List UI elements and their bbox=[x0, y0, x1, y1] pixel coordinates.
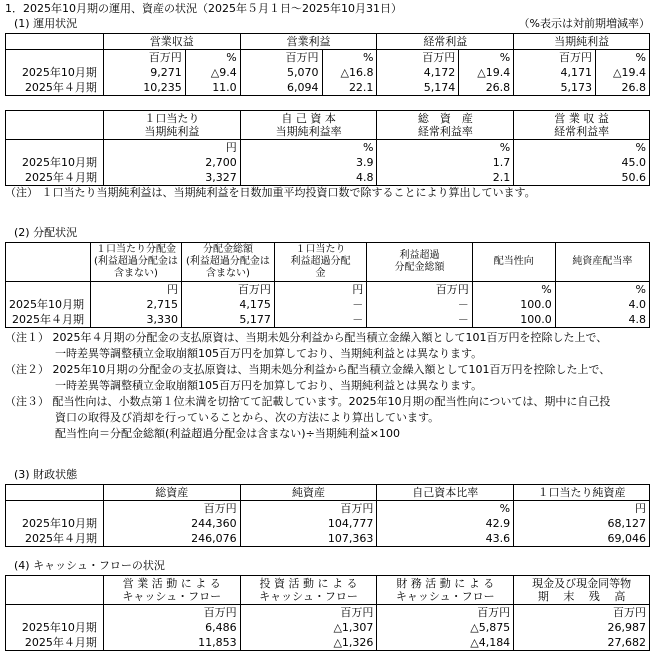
value-cell: 5,173 bbox=[514, 80, 596, 96]
corner-cell bbox=[6, 576, 104, 605]
value-cell: △1,326 bbox=[240, 635, 377, 651]
spacer bbox=[5, 442, 650, 468]
column-header: 配当性向 bbox=[472, 243, 555, 282]
value-cell: 3.9 bbox=[240, 155, 377, 170]
note-item bbox=[5, 394, 650, 442]
spacer bbox=[5, 200, 650, 226]
financial-heading: (3) 財政状態 bbox=[14, 468, 78, 481]
value-cell: △1,307 bbox=[240, 620, 377, 635]
unit-cell: % bbox=[377, 140, 514, 156]
value-cell: 4,171 bbox=[514, 65, 596, 80]
value-cell: 6,094 bbox=[240, 80, 322, 96]
column-header: １口当たり 利益超過分配 金 bbox=[274, 243, 366, 282]
unit-cell: 百万円 bbox=[240, 50, 322, 66]
note-text: 配当性向＝分配金総額(利益超過分配金は含まない)÷当期純利益×100 bbox=[55, 427, 401, 440]
label-cell bbox=[6, 50, 104, 66]
header-row bbox=[6, 111, 650, 140]
period-label: 2025年４月期 bbox=[6, 312, 91, 328]
note-text: 資口の取得及び消却を行っていることから、次の方法により算出しています。 bbox=[55, 411, 440, 424]
unit-cell: 百万円 bbox=[367, 282, 473, 298]
period-label: 2025年４月期 bbox=[6, 531, 104, 547]
note-text: 一時差異等調整積立金取崩額105百万円を加算しており、当期純利益とは異なります。 bbox=[55, 347, 483, 360]
value-cell: 26.8 bbox=[459, 80, 514, 96]
value-cell: 27,682 bbox=[514, 635, 650, 651]
label-cell bbox=[6, 282, 91, 298]
table-row bbox=[6, 620, 650, 635]
unit-cell: 百万円 bbox=[377, 50, 459, 66]
unit-cell: % bbox=[322, 50, 377, 66]
column-header: 営業利益 bbox=[240, 34, 377, 50]
value-cell: 6,486 bbox=[103, 620, 240, 635]
operations-table-2 bbox=[5, 110, 650, 186]
distribution-heading: (2) 分配状況 bbox=[14, 226, 78, 239]
column-header: １口当たり純資産 bbox=[514, 485, 650, 501]
column-header: 営 業 活 動 に よ る キャッシュ・フロー bbox=[103, 576, 240, 605]
period-label: 2025年４月期 bbox=[6, 635, 104, 651]
note-text: （注２） 2025年10月期の分配金の支払原資は、当期未処分利益から配当積立金繰入額として101百万円を控除した上で、 bbox=[5, 363, 611, 376]
period-label: 2025年10月期 bbox=[6, 516, 104, 531]
unit-cell: 百万円 bbox=[103, 50, 185, 66]
value-cell: 100.0 bbox=[472, 312, 555, 328]
operations-heading: (1) 運用状況 bbox=[14, 17, 78, 30]
value-cell: 5,174 bbox=[377, 80, 459, 96]
value-cell: 2.1 bbox=[377, 170, 514, 186]
period-label: 2025年４月期 bbox=[6, 80, 104, 96]
corner-cell bbox=[6, 243, 91, 282]
distribution-notes bbox=[5, 330, 650, 442]
unit-cell: 百万円 bbox=[181, 282, 274, 298]
label-cell bbox=[6, 140, 104, 156]
value-cell: 3,330 bbox=[91, 312, 182, 328]
unit-row bbox=[6, 282, 650, 298]
value-cell: △4,184 bbox=[377, 635, 514, 651]
value-cell: － bbox=[367, 312, 473, 328]
note-text: （注１） 2025年４月期の分配金の支払原資は、当期未処分利益から配当積立金繰入額として101百万円を控除した上で、 bbox=[5, 331, 608, 344]
header-row bbox=[6, 485, 650, 501]
note-text: 一時差異等調整積立金取崩額105百万円を加算しており、当期純利益とは異なります。 bbox=[55, 379, 483, 392]
column-header: 利益超過 分配金総額 bbox=[367, 243, 473, 282]
label-cell bbox=[6, 605, 104, 621]
column-header: 投 資 活 動 に よ る キャッシュ・フロー bbox=[240, 576, 377, 605]
spacer bbox=[5, 547, 650, 559]
value-cell: △9.4 bbox=[185, 65, 240, 80]
unit-cell: 百万円 bbox=[514, 605, 650, 621]
table-row bbox=[6, 170, 650, 186]
column-header: 経常利益 bbox=[377, 34, 514, 50]
table-row bbox=[6, 155, 650, 170]
value-cell: － bbox=[367, 297, 473, 312]
value-cell: － bbox=[274, 297, 366, 312]
unit-cell: % bbox=[185, 50, 240, 66]
column-header: 自 己 資 本 当期純利益率 bbox=[240, 111, 377, 140]
unit-cell: % bbox=[472, 282, 555, 298]
corner-cell bbox=[6, 111, 104, 140]
column-header: 営 業 収 益 経常利益率 bbox=[514, 111, 650, 140]
unit-cell: % bbox=[514, 140, 650, 156]
table-row bbox=[6, 297, 650, 312]
table-row bbox=[6, 635, 650, 651]
header-row bbox=[6, 243, 650, 282]
cashflow-heading: (4) キャッシュ・フローの状況 bbox=[14, 559, 165, 572]
value-cell: 11,853 bbox=[103, 635, 240, 651]
value-cell: 9,271 bbox=[103, 65, 185, 80]
table-row bbox=[6, 65, 650, 80]
value-cell: 2,715 bbox=[91, 297, 182, 312]
value-cell: 3,327 bbox=[103, 170, 240, 186]
table-row bbox=[6, 531, 650, 547]
operations-table-1 bbox=[5, 33, 650, 96]
unit-cell: 百万円 bbox=[103, 501, 240, 517]
column-header: １口当たり分配金 (利益超過分配金は 含まない) bbox=[91, 243, 182, 282]
value-cell: 4.8 bbox=[240, 170, 377, 186]
corner-cell bbox=[6, 485, 104, 501]
unit-cell: % bbox=[555, 282, 649, 298]
value-cell: 2,700 bbox=[103, 155, 240, 170]
value-cell: 10,235 bbox=[103, 80, 185, 96]
section-title: 1．2025年10月期の運用、資産の状況（2025年５月１日～2025年10月31日） bbox=[5, 2, 402, 15]
column-header: 営業収益 bbox=[103, 34, 240, 50]
header-row bbox=[6, 576, 650, 605]
value-cell: 22.1 bbox=[322, 80, 377, 96]
column-header: 現金及び現金同等物 期 末 残 高 bbox=[514, 576, 650, 605]
table-row bbox=[6, 312, 650, 328]
unit-cell: % bbox=[459, 50, 514, 66]
value-cell: 45.0 bbox=[514, 155, 650, 170]
unit-cell: 百万円 bbox=[377, 605, 514, 621]
value-cell: △16.8 bbox=[322, 65, 377, 80]
unit-cell: % bbox=[240, 140, 377, 156]
value-cell: △19.4 bbox=[596, 65, 650, 80]
spacer bbox=[5, 96, 650, 108]
note-text: （注３） 配当性向は、小数点第１位未満を切捨てて記載しています。2025年10月期の配当性向については、期中に自己投 bbox=[5, 395, 611, 408]
financial-table bbox=[5, 484, 650, 547]
column-header: 純資産配当率 bbox=[555, 243, 649, 282]
unit-cell: 円 bbox=[91, 282, 182, 298]
value-cell: 4,172 bbox=[377, 65, 459, 80]
value-cell: 100.0 bbox=[472, 297, 555, 312]
column-header: 総資産 bbox=[103, 485, 240, 501]
period-label: 2025年10月期 bbox=[6, 297, 91, 312]
value-cell: 5,177 bbox=[181, 312, 274, 328]
unit-row bbox=[6, 501, 650, 517]
unit-cell: % bbox=[596, 50, 650, 66]
unit-row bbox=[6, 50, 650, 66]
value-cell: 42.9 bbox=[377, 516, 514, 531]
cashflow-table bbox=[5, 575, 650, 651]
unit-cell: 百万円 bbox=[240, 605, 377, 621]
value-cell: 43.6 bbox=[377, 531, 514, 547]
table-row bbox=[6, 80, 650, 96]
operations-caption: （%表示は対前期増減率） bbox=[518, 17, 650, 30]
value-cell: 26.8 bbox=[596, 80, 650, 96]
unit-cell: 円 bbox=[103, 140, 240, 156]
period-label: 2025年10月期 bbox=[6, 155, 104, 170]
header-row bbox=[6, 34, 650, 50]
corner-cell bbox=[6, 34, 104, 50]
value-cell: 1.7 bbox=[377, 155, 514, 170]
column-header: 分配金総額 (利益超過分配金は 含まない) bbox=[181, 243, 274, 282]
operations-heading-row bbox=[5, 17, 650, 31]
unit-cell: % bbox=[377, 501, 514, 517]
period-label: 2025年10月期 bbox=[6, 65, 104, 80]
value-cell: 4.8 bbox=[555, 312, 649, 328]
value-cell: 50.6 bbox=[514, 170, 650, 186]
unit-cell: 円 bbox=[514, 501, 650, 517]
note-item bbox=[5, 330, 650, 362]
value-cell: 246,076 bbox=[103, 531, 240, 547]
table-row bbox=[6, 516, 650, 531]
value-cell: 107,363 bbox=[240, 531, 377, 547]
period-label: 2025年４月期 bbox=[6, 170, 104, 186]
value-cell: 4,175 bbox=[181, 297, 274, 312]
value-cell: － bbox=[274, 312, 366, 328]
unit-row bbox=[6, 605, 650, 621]
value-cell: 26,987 bbox=[514, 620, 650, 635]
column-header: １口当たり 当期純利益 bbox=[103, 111, 240, 140]
unit-cell: 百万円 bbox=[103, 605, 240, 621]
value-cell: 104,777 bbox=[240, 516, 377, 531]
value-cell: 11.0 bbox=[185, 80, 240, 96]
operations-note: （注） １口当たり当期純利益は、当期純利益を日数加重平均投資口数で除することにより算出しています。 bbox=[5, 186, 536, 199]
unit-cell: 円 bbox=[274, 282, 366, 298]
value-cell: 69,046 bbox=[514, 531, 650, 547]
value-cell: 4.0 bbox=[555, 297, 649, 312]
value-cell: △5,875 bbox=[377, 620, 514, 635]
label-cell bbox=[6, 501, 104, 517]
column-header: 純資産 bbox=[240, 485, 377, 501]
distribution-table bbox=[5, 242, 650, 328]
unit-cell: 百万円 bbox=[514, 50, 596, 66]
value-cell: △19.4 bbox=[459, 65, 514, 80]
unit-row bbox=[6, 140, 650, 156]
value-cell: 68,127 bbox=[514, 516, 650, 531]
column-header: 自己資本比率 bbox=[377, 485, 514, 501]
column-header: 総 資 産 経常利益率 bbox=[377, 111, 514, 140]
column-header: 当期純利益 bbox=[514, 34, 650, 50]
column-header: 財 務 活 動 に よ る キャッシュ・フロー bbox=[377, 576, 514, 605]
unit-cell: 百万円 bbox=[240, 501, 377, 517]
period-label: 2025年10月期 bbox=[6, 620, 104, 635]
note-item bbox=[5, 362, 650, 394]
value-cell: 244,360 bbox=[103, 516, 240, 531]
value-cell: 5,070 bbox=[240, 65, 322, 80]
